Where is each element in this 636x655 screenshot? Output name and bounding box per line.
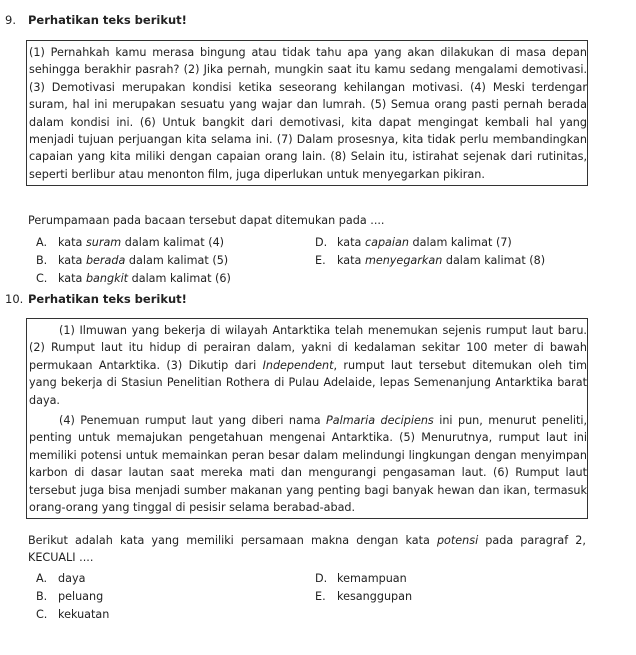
- question-stem-10: Berikut adalah kata yang memiliki persamaan makna dengan kata potensi pada paragraf 2, KECUALI ....: [28, 534, 586, 564]
- option-10-c[interactable]: C. kekuatan: [36, 608, 110, 621]
- question-title: Perhatikan teks berikut!: [28, 13, 187, 27]
- option-letter: C.: [36, 608, 48, 621]
- option-letter: B.: [36, 254, 48, 267]
- option-letter: B.: [36, 590, 48, 603]
- option-letter: E.: [315, 590, 326, 603]
- option-letter: E.: [315, 254, 326, 267]
- passage-box-10: [26, 318, 588, 519]
- option-word: bangkit: [85, 272, 129, 285]
- option-10-b[interactable]: B. peluang: [36, 590, 104, 603]
- option-letter: D.: [315, 236, 328, 249]
- option-letter: C.: [36, 272, 48, 285]
- option-9-d[interactable]: D. kata capaian dalam kalimat (7): [315, 236, 512, 249]
- option-9-e[interactable]: E. kata menyegarkan dalam kalimat (8): [315, 254, 546, 267]
- option-letter: D.: [315, 572, 328, 585]
- option-9-b[interactable]: B. kata berada dalam kalimat (5): [36, 254, 229, 267]
- passage-text: (1) Pernahkah kamu merasa bingung atau tidak tahu apa yang akan dilakukan di masa depan sehingga berakhir pasrah? (2) Jika pernah, mungkin saat itu kamu sedang mengalami demotivasi. (3) Demotivasi merupakan kondisi ketika seseorang kehilangan motivasi. (4) Meski terdengar suram, hal ini merupakan sesuatu yang wajar dan lumrah. (5) Semua orang pasti pernah berada dalam kondisi ini. (6) Untuk bangkit dari demotivasi, kita dapat mengingat kembali hal yang menjadi tujuan perjuangan kita selama ini. (7) Dalam prosesnya, kita tidak perlu membandingkan capaian yang kita miliki dengan capaian orang lain. (8) Selain itu, istirahat sejenak dari rutinitas, seperti berlibur atau menonton film, juga diperlukan untuk menyegarkan pikiran.: [29, 46, 587, 181]
- passage-box-9: [26, 40, 588, 186]
- option-10-d[interactable]: D. kemampuan: [315, 572, 407, 585]
- option-9-c[interactable]: C. kata bangkit dalam kalimat (6): [36, 272, 231, 285]
- question-number: 9.: [5, 13, 16, 27]
- option-word: menyegarkan: [364, 254, 443, 267]
- option-letter: A.: [36, 572, 48, 585]
- option-word: suram: [85, 236, 122, 249]
- option-9-a[interactable]: A. kata suram dalam kalimat (4): [36, 236, 225, 249]
- option-10-e[interactable]: E. kesanggupan: [315, 590, 413, 603]
- option-word: capaian: [364, 236, 409, 249]
- question-stem-9: Perumpamaan pada bacaan tersebut dapat ditemukan pada ....: [28, 214, 385, 227]
- option-10-a[interactable]: A. daya: [36, 572, 86, 585]
- passage-paragraph-1: (1) Ilmuwan yang bekerja di wilayah Antarktika telah menemukan sejenis rumput laut baru. (2) Rumput laut itu hidup di perairan dalam, yakni di kedalaman sekitar 100 meter di bawah permukaan Antarktika. (3) Dikutip dari Independent, rumput laut tersebut ditemukan oleh tim yang bekerja di Stasiun Penelitian Rothera di Pulau Adelaide, lepas Semenanjung Antarktika barat daya.: [29, 324, 587, 407]
- option-word: berada: [85, 254, 126, 267]
- question-number: 10.: [5, 292, 24, 306]
- option-letter: A.: [36, 236, 48, 249]
- question-title: Perhatikan teks berikut!: [28, 292, 187, 306]
- passage-paragraph-2: (4) Penemuan rumput laut yang diberi nama Palmaria decipiens ini pun, menurut peneliti, penting untuk memajukan pengetahuan mengenai Antarktika. (5) Menurutnya, rumput laut ini memiliki potensi untuk memainkan peran besar dalam melindungi lingkungan dengan menyimpan karbon di dasar lautan saat mereka mati dan mengurangi pengasaman laut. (6) Rumput laut tersebut juga bisa menjadi sumber makanan yang penting bagi banyak hewan dan ikan, termasuk orang-orang yang tinggal di pesisir selama berabad-abad.: [29, 414, 587, 515]
